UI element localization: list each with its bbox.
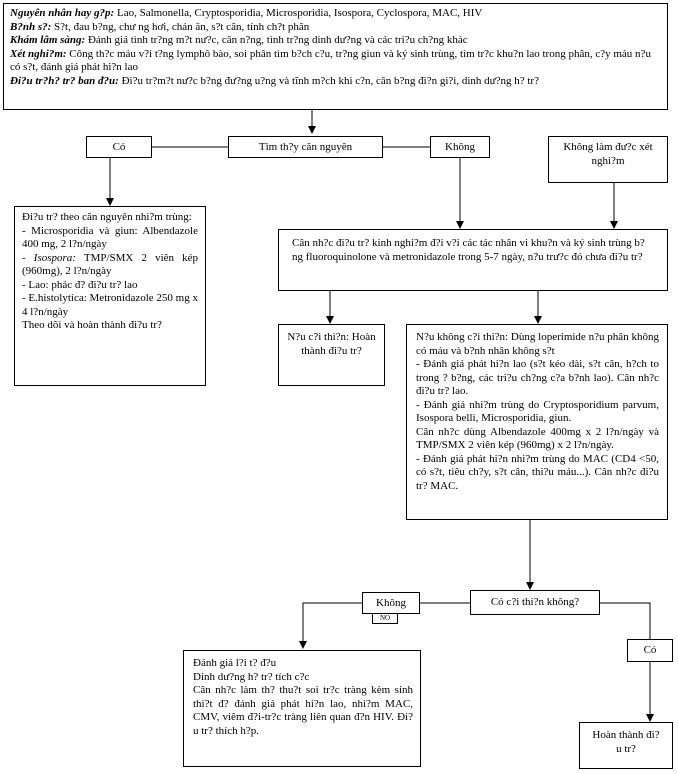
line-question-to-co: [600, 603, 650, 639]
exam-text: Đánh giá tình tr?ng m?t nư?c, cân n?ng, tình tr?ng dinh dư?ng và các tri?u ch?ng khác: [85, 34, 468, 46]
cause-found-box: [228, 136, 383, 158]
arrow-khong-to-reassess: [303, 603, 362, 648]
cause-item-isospora: - Isospora: TMP/SMX 2 viên kép (960mg), 2 l?n/ngày: [22, 251, 199, 277]
yes-label: Có: [112, 141, 126, 153]
improvement-question-box: [470, 590, 600, 615]
cause-item-microsporidia: - Microsporidia và giun: Albendazole 400 mg, 2 l?n/ngày: [22, 224, 198, 250]
history-text: S?t, đau b?ng, chư ng hơi, chán ăn, s?t cân, tính ch?t phân: [51, 20, 310, 33]
not-improved-p3: - Đánh giá nhi?m trùng do Cryptosporidium parvum, Isospora belli, Microsporidia, giun.: [416, 398, 659, 424]
cause-found-label: Tìm th?y căn nguyên: [258, 141, 353, 153]
cause-followup: Theo dõi và hoàn thành đi?u tr?: [22, 319, 162, 331]
yes-box: [86, 136, 152, 158]
empiric-text: Cân nh?c đi?u tr? kinh nghi?m đ?i v?i các tác nhân vi khu?n và ký sinh trùng b?ng fluoroquinolone và metronidazole trong 5-7 ngày, n?u trư?c đó chưa đi?u tr?: [292, 237, 645, 263]
exam-label: Khám lâm sàng:: [10, 34, 86, 46]
improvement-question: Có c?i thi?n không?: [490, 596, 580, 608]
yes-label-2: Có: [643, 644, 657, 656]
not-improved-p5: - Đánh giá phát hi?n nhi?m trùng do MAC (CD4 <50, có s?t, tiêu ch?y, s?t cân, thi?u máu...). Cân nh?c đi?u tr? MAC.: [416, 452, 659, 492]
cause-treatment-box: [14, 206, 206, 386]
cause-title: Đi?u tr? theo căn nguyên nhi?m trùng:: [22, 211, 192, 223]
no-label: Không: [445, 141, 475, 153]
reassess-box: [183, 650, 421, 767]
reassess-l1: Đánh giá l?i t? đ?u: [193, 657, 277, 669]
cause-item-histolytica: - E.histolytica: Metronidazole 250 mg x 4 l?n/ngày: [22, 292, 198, 318]
not-improved-p4: Cân nh?c dùng Albendazole 400mg x 2 l?n/ngày và TMP/SMX 2 viên kép (960mg) x 2 l?n/ngày.: [416, 425, 659, 451]
tests-label: Xét nghi?m:: [10, 47, 67, 60]
cause-item-tb: - Lao: phác đ? đi?u tr? lao: [22, 278, 138, 291]
initial-treatment-label: Đi?u tr?h? tr? ban đ?u:: [10, 74, 119, 87]
complete-box: [579, 722, 673, 769]
complete-text: Hoàn thành đi?u tr?: [592, 729, 660, 755]
no-tag: [372, 613, 398, 624]
tests-text: Công th?c máu v?i t?ng lymphô bào, soi phân tìm b?ch c?u, tr?ng giun và ký sinh trùng, tìm tr?c khu?n lao trong phân, c?y máu n?u có s?t, đánh giá phát hi?n lao: [10, 47, 651, 73]
no-label-2: Không: [376, 597, 406, 609]
not-improved-p1: N?u không c?i thi?n: Dùng loperimide n?u phân không có máu và b?nh nhân không s?t: [416, 331, 659, 357]
improved-box: [278, 324, 385, 386]
no-lab-box: [548, 136, 668, 183]
improved-text: N?u c?i thi?n: Hoàn thành đi?u tr?: [287, 331, 376, 357]
empiric-treatment-box: [278, 229, 668, 291]
causes-label: Nguyên nhân hay g?p:: [10, 7, 115, 19]
history-label: B?nh s?:: [10, 20, 52, 33]
no-box: [430, 136, 490, 158]
no-tag-label: NO: [379, 614, 391, 622]
not-improved-p2: - Đánh giá phát hi?n lao (s?t kéo dài, s?t cân, h?ch to trong ? b?ng, các tri?u ch?ng c?a b?nh lao). Cân nh?c đi?u tr? lao.: [416, 358, 659, 397]
reassess-l2: Dinh dư?ng h? tr? tích c?c: [193, 670, 310, 683]
no-box-2: [362, 592, 420, 614]
causes-text: Lao, Salmonella, Cryptosporidia, Microsporidia, Isospora, Cyclospora, MAC, HIV: [114, 7, 483, 19]
no-lab-label: Không làm đư?c xét nghi?m: [563, 141, 653, 167]
not-improved-box: [406, 324, 668, 520]
initial-treatment-text: Đi?u tr?m?t nư?c b?ng đư?ng u?ng và tĩnh m?ch khi c?n, cân b?ng đi?n gi?i, dinh dư?ng h? tr?: [118, 74, 539, 87]
yes-box-2: [627, 639, 673, 662]
reassess-l3: Cân nh?c làm th? thu?t soi tr?c tràng kèm sinh thi?t đ? đánh giá phát hi?n lao, nhi?m MAC, CMV, viêm đ?i-tr?c tràng liên quan đ?n HIV. Đi?u tr? thích h?p.: [193, 684, 413, 737]
overview-box: [3, 3, 668, 110]
